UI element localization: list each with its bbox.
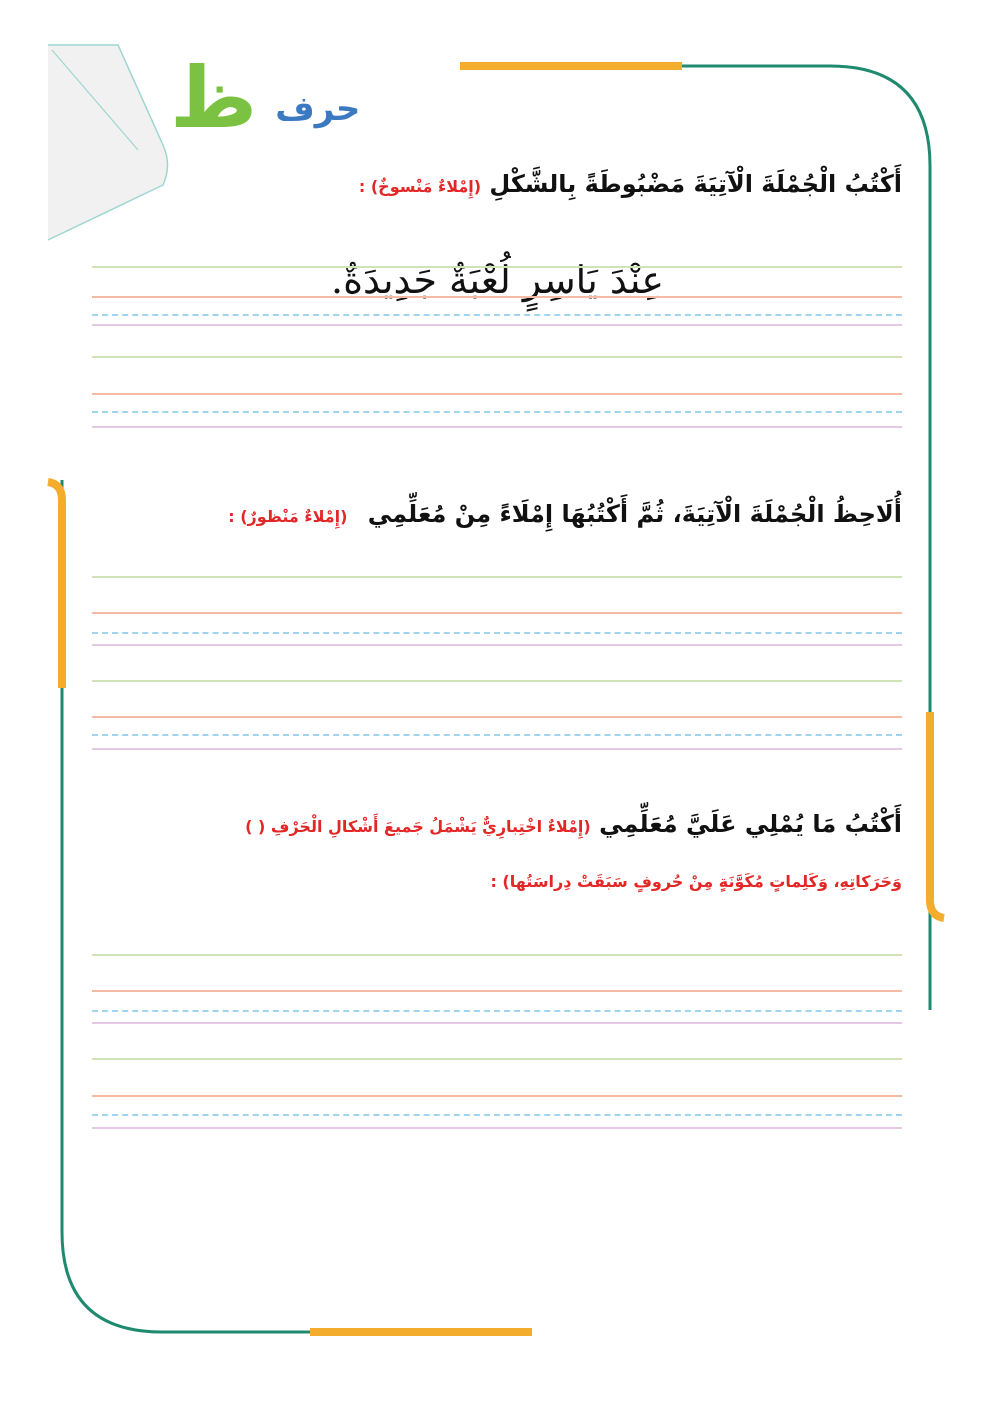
exercise2-instruction — [228, 500, 902, 528]
letter-heading: ظ — [170, 49, 258, 147]
frame-border-bottom — [62, 480, 480, 1332]
exercise3-tag-line2: وَحَرَكاتِهِ، وَكَلِماتٍ مُكَوَّنَةٍ مِنْ حُروفٍ سَبَقَتْ دِراسَتُها) : — [490, 872, 902, 891]
exercise3-tag-line1: (إِمْلاءٌ اخْتِبارِيٌّ يَشْمَلُ جَميعَ أَشْكالِ الْحَرْفِ ( ) — [245, 817, 591, 836]
exercise1-text: أَكْتُبُ الْجُمْلَةَ الْآتِيَةَ مَضْبُوطَةً بِالشَّكْلِ — [489, 170, 902, 198]
exercise3-instruction — [245, 810, 902, 838]
exercise3-text: أَكْتُبُ مَا يُمْلِي عَلَيَّ مُعَلِّمِي — [599, 810, 902, 838]
harf-label: حرف — [275, 89, 361, 129]
exercise2-tag: (إِمْلاءٌ مَنْظورٌ) : — [228, 507, 348, 526]
frame-border — [460, 66, 930, 1010]
page-title — [170, 49, 361, 147]
accent-bar-right — [930, 712, 944, 918]
exercise2-text: أُلَاحِظُ الْجُمْلَةَ الْآتِيَةَ، ثُمَّ أَكْتُبُهَا إِمْلَاءً مِنْ مُعَلِّمِي — [367, 500, 902, 528]
accent-bar-left — [48, 482, 62, 688]
exercise1-tag: (إِمْلاءٌ مَنْسوخٌ) : — [358, 177, 482, 196]
exercise1-instruction — [359, 170, 902, 198]
model-sentence: عِنْدَ يَاسِرٍ لُعْبَةٌ جَدِيدَةٌ. — [331, 258, 664, 302]
